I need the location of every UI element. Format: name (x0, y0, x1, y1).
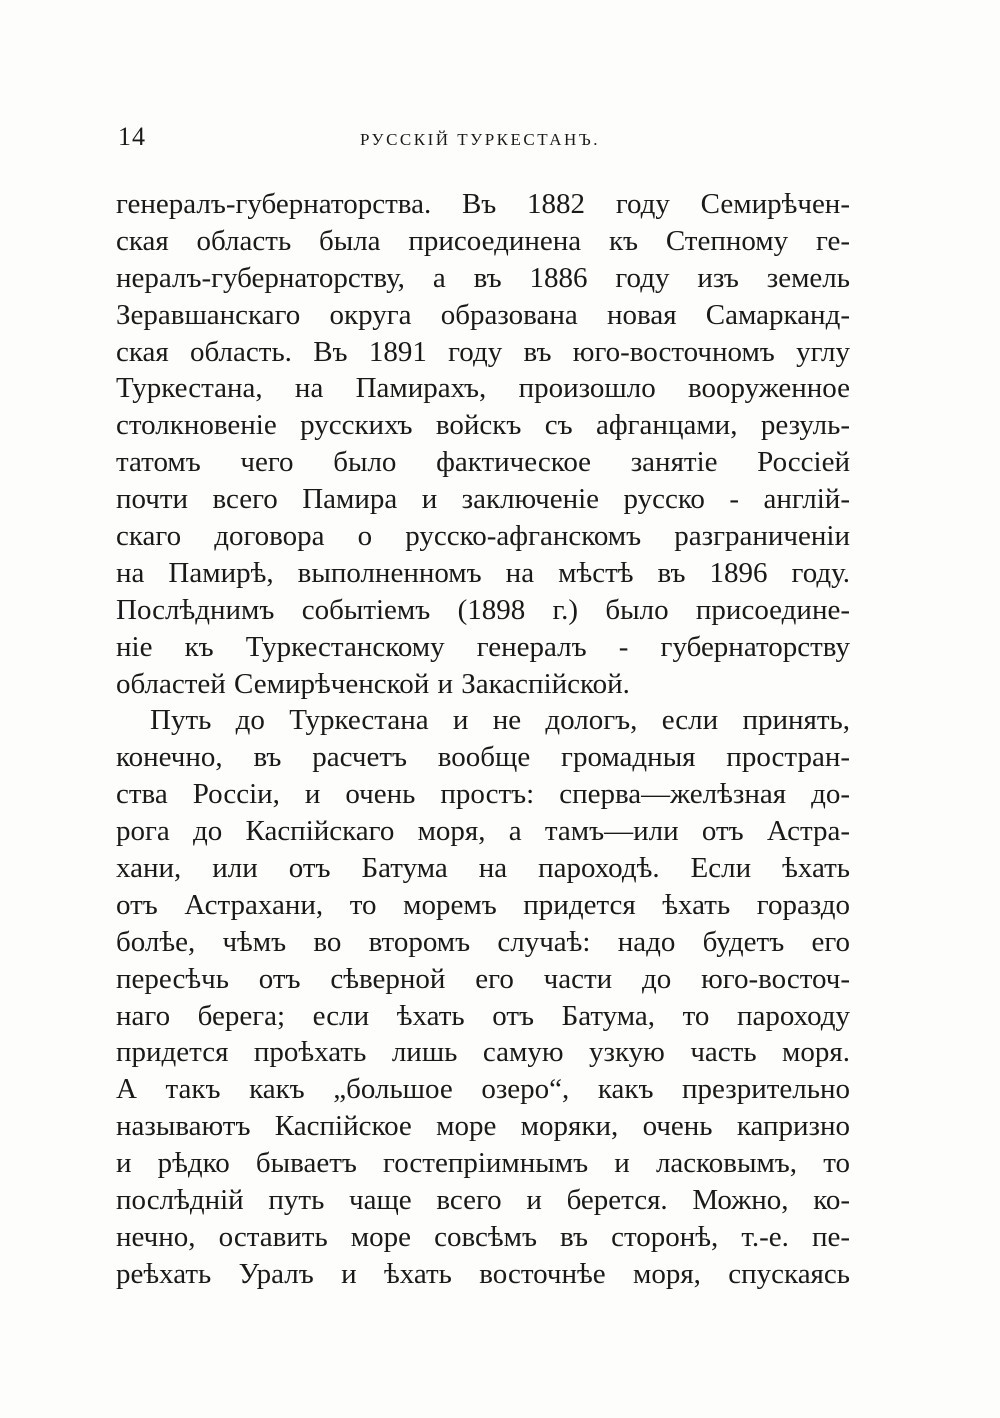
text-line: татомъ чего было фактическое занятіе Россіей (116, 446, 850, 479)
page-number: 14 (118, 122, 146, 151)
text-line: пересѣчь отъ сѣверной его части до юго-восточ- (116, 962, 850, 995)
text-line: хани, или отъ Батума на пароходѣ. Если ѣхать (116, 852, 850, 885)
text-line: на Памирѣ, выполненномъ на мѣстѣ въ 1896 году. (116, 556, 850, 589)
text-line: называютъ Каспійское море моряки, очень капризно (116, 1110, 850, 1143)
text-line: и рѣдко бываетъ гостепріимнымъ и ласковымъ, то (116, 1147, 850, 1180)
text-line: нералъ-губернаторству, а въ 1886 году изъ земель (116, 261, 850, 294)
text-line: конечно, въ расчетъ вообще громадныя простран- (116, 741, 850, 774)
text-line: реѣхать Уралъ и ѣхать восточнѣе моря, спускаясь (116, 1257, 850, 1290)
text-line: ская область. Въ 1891 году въ юго-восточномъ углу (116, 335, 850, 368)
text-line: придется проѣхать лишь самую узкую часть моря. (116, 1036, 850, 1069)
text-line: ская область была присоединена къ Степному ге- (116, 224, 850, 257)
page-header (118, 122, 848, 162)
text-line: отъ Астрахани, то моремъ придется ѣхать гораздо (116, 888, 850, 921)
text-line: Туркестана, на Памирахъ, произошло вооруженное (116, 372, 850, 405)
text-line: болѣе, чѣмъ во второмъ случаѣ: надо будетъ его (116, 925, 850, 958)
text-line: генералъ-губернаторства. Въ 1882 году Семирѣчен- (116, 188, 850, 220)
text-line: Послѣднимъ событіемъ (1898 г.) было присоедине- (116, 593, 850, 626)
text-line: Зеравшанскаго округа образована новая Самарканд- (116, 298, 850, 331)
text-line: областей Семирѣченской и Закаспійской. (116, 667, 630, 700)
text-line: Путь до Туркестана и не дологъ, если принять, (150, 704, 850, 737)
body-text (116, 186, 850, 1293)
text-line: почти всего Памира и заключеніе русско - англій- (116, 483, 850, 516)
paragraph-1 (116, 186, 850, 702)
text-line: нечно, оставить море совсѣмъ въ сторонѣ, т.-е. пе- (116, 1220, 850, 1253)
text-line: ства Россіи, и очень простъ: сперва—желѣзная до- (116, 778, 850, 811)
text-line: наго берега; если ѣхать отъ Батума, то пароходу (116, 999, 850, 1032)
text-line: ніе къ Туркестанскому генералъ - губернаторству (116, 630, 850, 663)
paragraph-2 (116, 702, 850, 1292)
text-line: послѣдній путь чаще всего и берется. Можно, ко- (116, 1184, 850, 1217)
text-line: столкновеніе русскихъ войскъ съ афганцами, резуль- (116, 409, 850, 442)
running-title: РУССКІЙ ТУРКЕСТАНЪ. (360, 130, 601, 149)
text-line: А такъ какъ „большое озеро“, какъ презрительно (116, 1073, 850, 1106)
text-line: скаго договора о русско-афганскомъ разграниченіи (116, 520, 850, 553)
text-line: рога до Каспійскаго моря, а тамъ—или отъ Астра- (116, 815, 850, 848)
